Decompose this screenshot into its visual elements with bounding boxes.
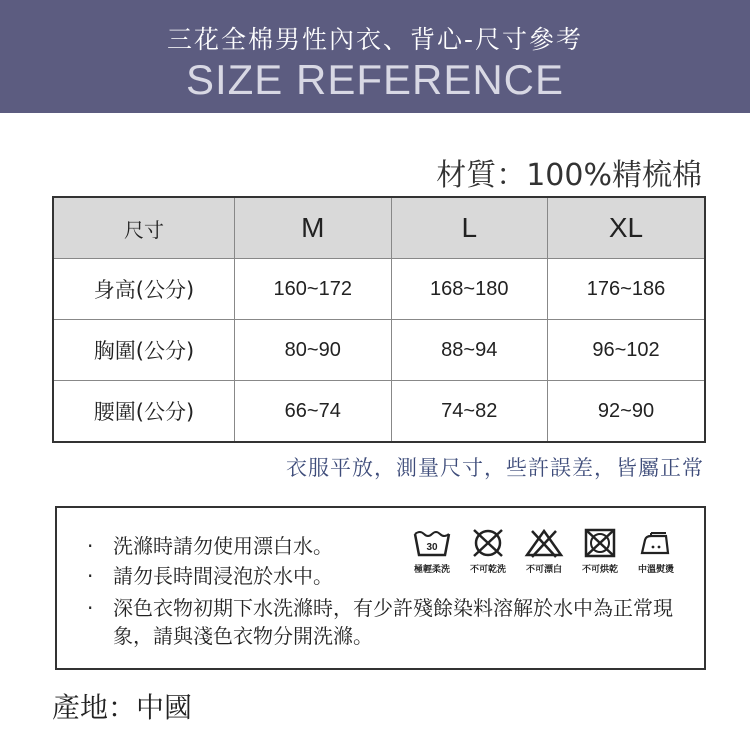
bullet: · <box>87 534 94 558</box>
wash-temp-label: 30 <box>426 542 438 553</box>
no-tumble-dry-icon <box>570 528 630 575</box>
size-header-label: 尺寸 <box>53 197 235 259</box>
table-cell: 80~90 <box>235 320 392 381</box>
no-dry-clean-icon <box>458 528 518 575</box>
material-label: 材質：100%精梳棉 <box>436 158 702 193</box>
table-row <box>53 381 705 443</box>
row-label-height: 身高(公分) <box>53 259 235 320</box>
icon-caption: 不可乾洗 <box>469 565 506 575</box>
care-instructions-box <box>55 506 706 670</box>
page-subtitle: SIZE REFERENCE <box>185 56 565 103</box>
table-cell: 168~180 <box>391 259 548 320</box>
page-title: 三花全棉男性內衣、背心-尺寸參考 <box>166 25 584 54</box>
row-label-chest: 胸圍(公分) <box>53 320 235 381</box>
table-cell: 88~94 <box>391 320 548 381</box>
size-header-l: L <box>391 197 548 259</box>
table-cell: 66~74 <box>235 381 392 443</box>
icon-caption: 不可烘乾 <box>581 565 618 575</box>
care-line: 請勿長時間浸泡於水中。 <box>113 564 333 588</box>
table-header-row <box>53 197 705 259</box>
iron-medium-icon <box>626 528 686 575</box>
wash-30-icon <box>402 528 462 575</box>
table-row <box>53 259 705 320</box>
care-icons <box>402 528 692 588</box>
list-item <box>87 562 333 590</box>
size-header-xl: XL <box>548 197 706 259</box>
care-line: 深色衣物初期下水洗滌時，有少許殘餘染料溶解於水中為正常現象，請與淺色衣物分開洗滌。 <box>113 596 673 648</box>
header-banner <box>0 0 750 113</box>
bullet: · <box>87 564 94 588</box>
icon-caption: 中溫熨燙 <box>637 565 674 575</box>
origin-label: 產地：中國 <box>52 691 193 724</box>
icon-caption: 極輕柔洗 <box>413 565 450 575</box>
table-cell: 160~172 <box>235 259 392 320</box>
size-header-m: M <box>235 197 392 259</box>
icon-caption: 不可漂白 <box>525 565 562 575</box>
list-item <box>87 532 333 560</box>
table-cell: 92~90 <box>548 381 706 443</box>
table-row <box>53 320 705 381</box>
list-item <box>87 594 687 650</box>
table-cell: 96~102 <box>548 320 706 381</box>
row-label-waist: 腰圍(公分) <box>53 381 235 443</box>
measurement-note: 衣服平放，測量尺寸，些許誤差，皆屬正常 <box>286 456 704 480</box>
bullet: · <box>87 596 94 620</box>
size-table <box>52 196 706 443</box>
care-line: 洗滌時請勿使用漂白水。 <box>113 534 333 558</box>
table-cell: 74~82 <box>391 381 548 443</box>
table-cell: 176~186 <box>548 259 706 320</box>
no-bleach-icon <box>514 528 574 575</box>
